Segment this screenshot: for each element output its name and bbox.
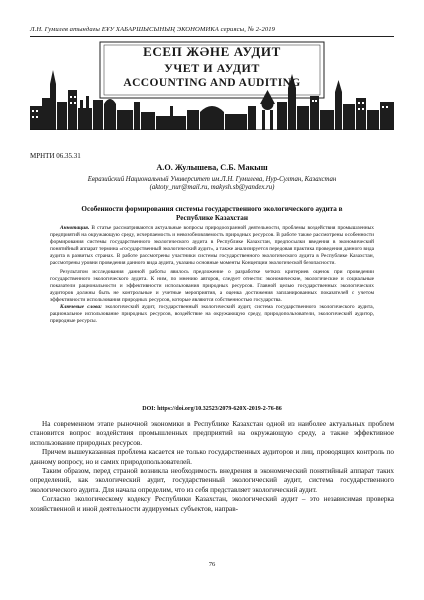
article-body (30, 420, 394, 514)
affiliation-line: Евразийский Национальный Университет им.Л.Н. Гумилева, Нур-Султан, Казахстан (87, 176, 337, 183)
section-heading-english: ACCOUNTING AND AUDITING (123, 77, 301, 89)
doi-link[interactable]: DOI: https://doi.org/10.32523/2079-620X-2019-2-76-86 (142, 406, 282, 412)
abstract-label: Аннотация. (60, 225, 90, 231)
abstract-text: В статье рассматриваются актуальные вопросы природоохранной деятельности, проблемы воздействия промышленных предприятий на окружающую среду, исчерпаемость и невозобновляемость природных ресурсов. В работе также рассмотрены особенности формирования системы государственного экологического аудита в Республике Казахстан, предпосылки введения в экономический понятийный аппарат термина «государственный экологический аудит», а также анализируется передовая практика проведения данного вида аудита в развитых странах. В работе рассмотрены участники системы государственного экологического аудита в Республике Казахстан, рассмотрены уровни проведения данного вида аудита, указаны основные моменты Концепции экологической безопасности. (50, 225, 374, 266)
abstract-results: Результатом исследования данной работы явилось предложение о разработке четких критериев оценок при проведении государственного экологического аудита. К ним, по мнению авторов, следует отнести: экономические, экологические и социальные показатели рациональности и эффективности использования природных ресурсов. Главной целью государственных экологических аудиторов должны быть не контрольные и учетные мероприятия, а оценка достижения запланированных показателей с учетом эффективности использования природных ресурсов, которые являются собственностью государства. (50, 269, 374, 303)
body-paragraph: Таким образом, перед страной возникла необходимость внедрения в экономический понятийный аппарат таких определений, как экологический аудит, государственный экологический аудит, система государственного экологического аудита. Для начала определим, что из себя представляет экологический аудит. (30, 467, 394, 494)
page-number: 76 (208, 561, 216, 568)
udk-code: МРНТИ 06.35.31 (30, 152, 81, 160)
authors: А.О. Жулышева, С.Б. Макыш (156, 163, 268, 172)
section-banner (30, 40, 394, 130)
running-head-rule (30, 36, 394, 37)
affiliation (40, 176, 384, 192)
section-heading-russian: УЧЕТ И АУДИТ (164, 61, 260, 75)
article-title (50, 205, 374, 222)
article-title-line: Республике Казахстан (175, 213, 249, 222)
body-paragraph: Причем вышеуказанная проблема касается не только государственных аудиторов и лиц, проводящих контроль по данному вопросу, но и самих природопользователей. (30, 448, 394, 466)
author-emails: (aktoty_nur@mail.ru, makysh.sb@yandex.ru) (149, 184, 275, 192)
abstract (50, 225, 374, 325)
running-head: Л.Н. Гумилев атындағы ЕҰУ ХАБАРШЫСЫНЫҢ ЭКОНОМИКА сериясы, № 2-2019 (30, 26, 276, 33)
body-paragraph: На современном этапе рыночной экономики в Республике Казахстан одной из наиболее актуальных проблем становится вопрос воздействия промышленных предприятий на окружающую среду, а также эффективное использование природных ресурсов. (30, 420, 394, 447)
section-heading-kazakh: ЕСЕП ЖӘНЕ АУДИТ (143, 44, 281, 59)
article-title-line: Особенности формирования системы государственного экологического аудита в (81, 205, 343, 213)
keywords-text: экологический аудит, государственный экологический аудит, система государственного экологического аудита, рациональное использование природных ресурсов, воздействие на окружающую среду, природопользователи, экологический аудитор, природные ресурсы. (50, 304, 374, 324)
keywords-label: Ключевые слова: (60, 304, 102, 310)
body-paragraph: Согласно экологическому кодексу Республики Казахстан, экологический аудит – это независимая проверка хозяйственной и иной деятельности аудируемых субъектов, направ- (30, 495, 394, 513)
